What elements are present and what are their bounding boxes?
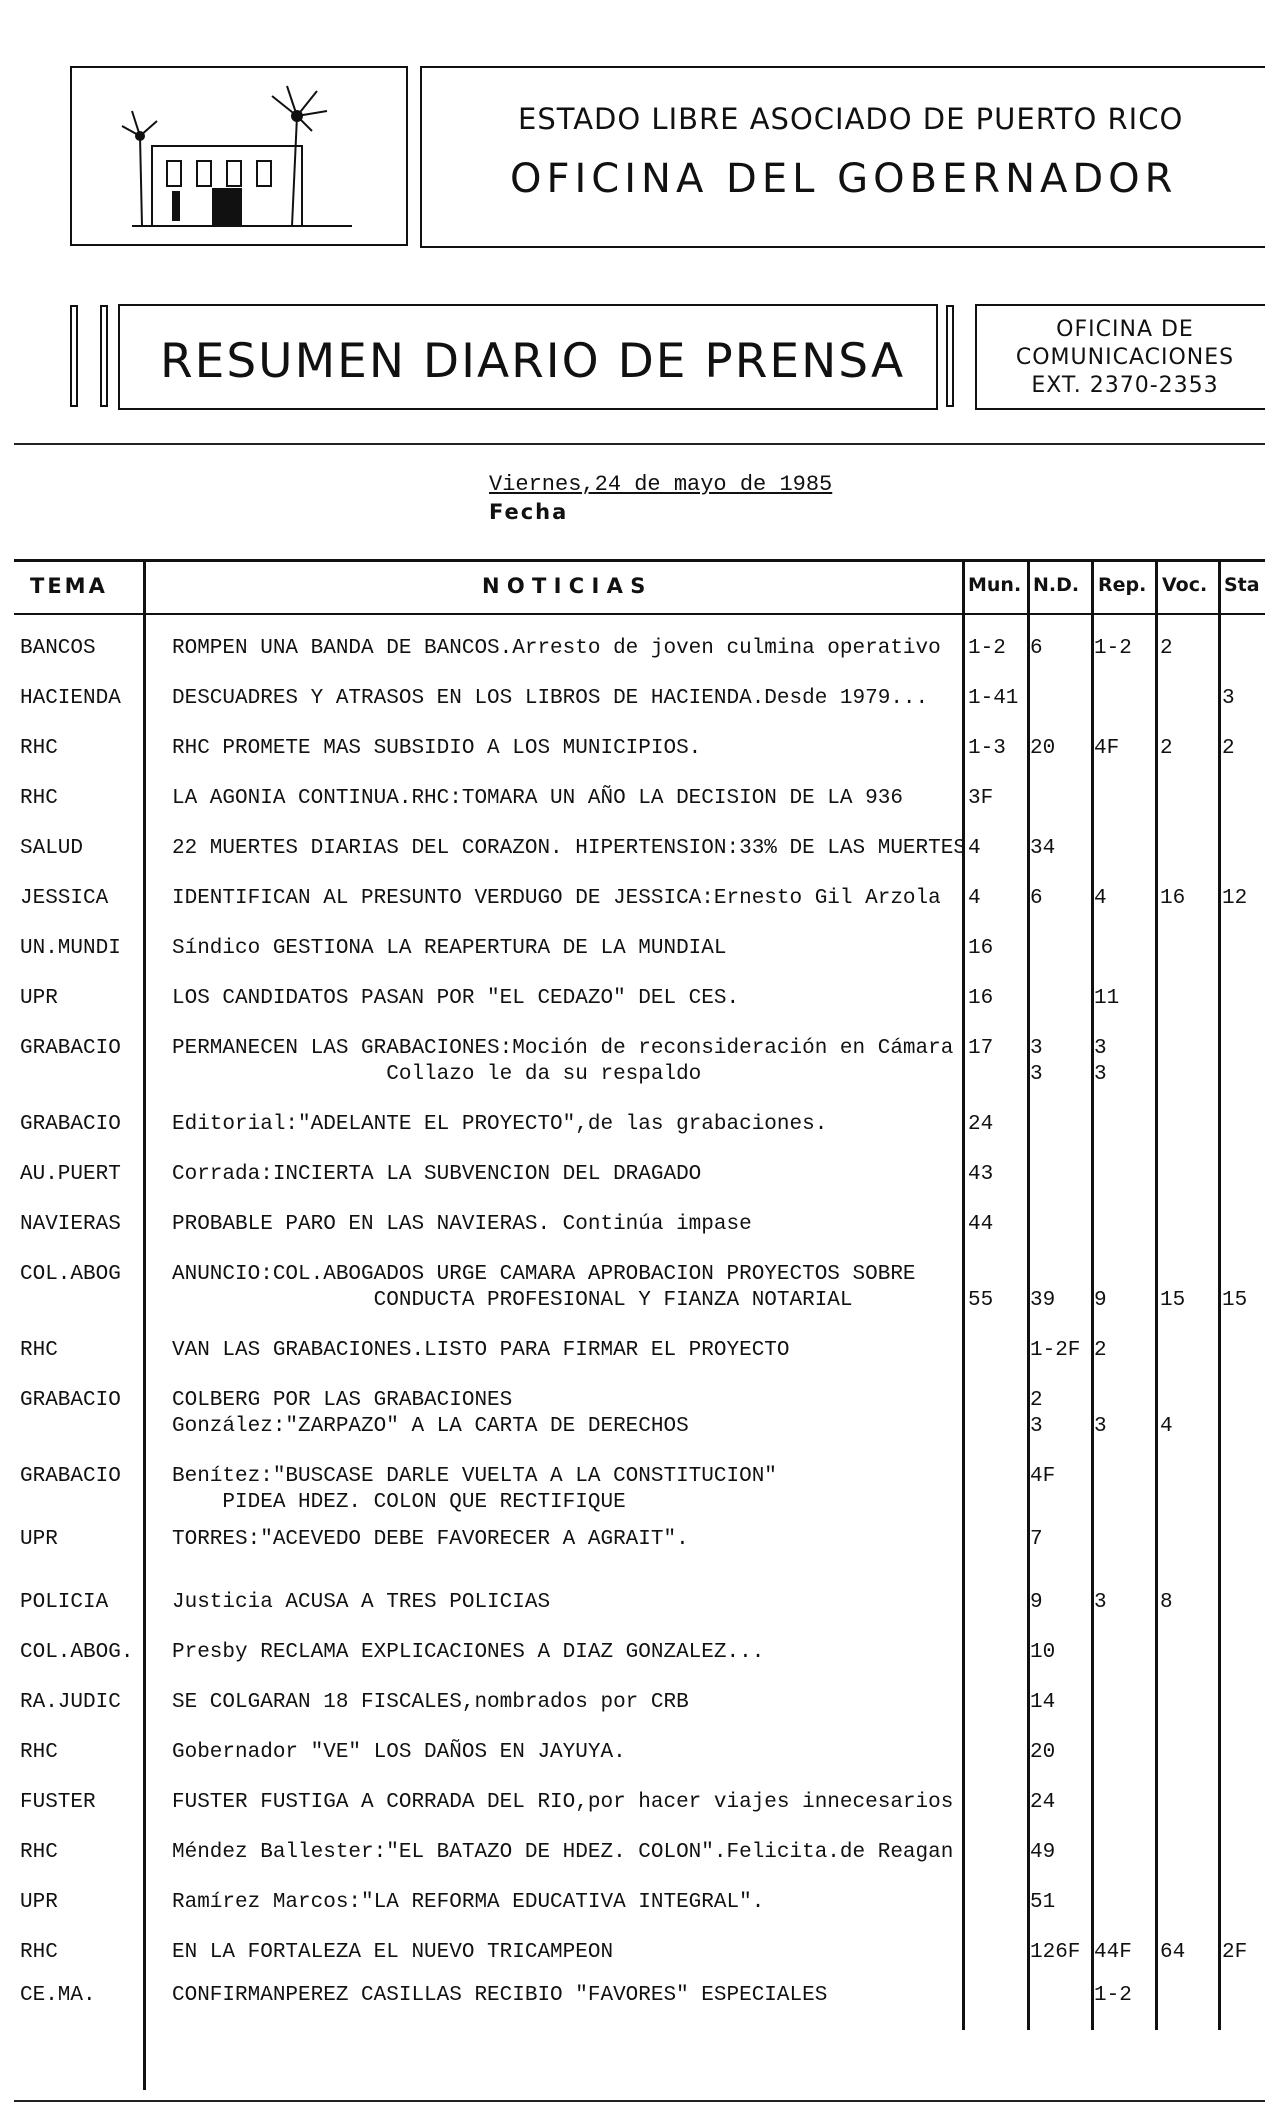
news-cell: Collazo le da su respaldo — [172, 1063, 702, 1086]
table-row — [0, 636, 1265, 686]
news-cell: IDENTIFICAN AL PRESUNTO VERDUGO DE JESSICA:Ernesto Gil Arzola — [172, 887, 941, 910]
decor-bar — [100, 305, 108, 407]
table-row — [0, 786, 1265, 836]
table-row — [0, 1840, 1265, 1890]
news-cell: PERMANECEN LAS GRABACIONES:Moción de reconsideración en Cámara — [172, 1037, 954, 1060]
table-header-border — [14, 613, 1265, 615]
resumen-box — [118, 304, 938, 410]
tema-cell: FUSTER — [20, 1791, 96, 1814]
news-cell: SE COLGARAN 18 FISCALES,nombrados por CRB — [172, 1691, 689, 1714]
nd-cell: 49 — [1030, 1841, 1056, 1864]
col-header-rep: Rep. — [1098, 574, 1147, 596]
table-row — [0, 1036, 1265, 1086]
table-row — [0, 1690, 1265, 1740]
news-cell: LOS CANDIDATOS PASAN POR "EL CEDAZO" DEL CES. — [172, 987, 740, 1010]
nd-cell: 3 3 — [1030, 1037, 1043, 1086]
news-cell: Méndez Ballester:"EL BATAZO DE HDEZ. COLON".Felicita.de Reagan — [172, 1841, 954, 1864]
news-cell: ROMPEN UNA BANDA DE BANCOS.Arresto de joven culmina operativo — [172, 637, 941, 660]
voc-cell: 64 — [1160, 1941, 1186, 1964]
news-cell: Síndico GESTIONA LA REAPERTURA DE LA MUNDIAL — [172, 937, 727, 960]
news-cell: Benítez:"BUSCASE DARLE VUELTA A LA CONSTITUCION" — [172, 1465, 777, 1488]
news-cell: COLBERG POR LAS GRABACIONES — [172, 1389, 513, 1412]
nd-cell: 1-2F — [1030, 1339, 1081, 1362]
rep-cell: 3 — [1094, 1415, 1107, 1438]
table-row — [0, 1890, 1265, 1940]
news-cell: Ramírez Marcos:"LA REFORMA EDUCATIVA INTEGRAL". — [172, 1891, 765, 1914]
news-cell: LA AGONIA CONTINUA.RHC:TOMARA UN AÑO LA DECISION DE LA 936 — [172, 787, 903, 810]
news-cell: 22 MUERTES DIARIAS DEL CORAZON. HIPERTENSION:33% DE LAS MUERTES — [172, 837, 966, 860]
table-row — [0, 1640, 1265, 1690]
table-top-border — [14, 559, 1265, 562]
nd-cell: 126F — [1030, 1941, 1081, 1964]
table-row — [0, 1212, 1265, 1262]
tema-cell: GRABACIO — [20, 1465, 121, 1488]
tema-cell: RHC — [20, 1841, 58, 1864]
news-cell: Justicia ACUSA A TRES POLICIAS — [172, 1591, 551, 1614]
header-line2: OFICINA DEL GOBERNADOR — [510, 156, 1178, 202]
tema-cell: POLICIA — [20, 1591, 109, 1614]
col-header-noticias: N O T I C I A S — [482, 574, 646, 598]
rep-cell: 1-2 — [1094, 637, 1132, 660]
tema-cell: JESSICA — [20, 887, 109, 910]
tema-cell: RHC — [20, 787, 58, 810]
rep-cell: 3 — [1094, 1591, 1107, 1614]
news-cell: Gobernador "VE" LOS DAÑOS EN JAYUYA. — [172, 1741, 626, 1764]
voc-cell: 4 — [1160, 1415, 1173, 1438]
news-cell: Presby RECLAMA EXPLICACIONES A DIAZ GONZALEZ... — [172, 1641, 765, 1664]
voc-cell: 8 — [1160, 1591, 1173, 1614]
tema-cell: CE.MA. — [20, 1984, 96, 2007]
table-row — [0, 1790, 1265, 1840]
news-cell: ANUNCIO:COL.ABOGADOS URGE CAMARA APROBACION PROYECTOS SOBRE — [172, 1263, 916, 1286]
tema-cell: RHC — [20, 1941, 58, 1964]
news-cell: VAN LAS GRABACIONES.LISTO PARA FIRMAR EL PROYECTO — [172, 1339, 790, 1362]
tema-cell: HACIENDA — [20, 687, 121, 710]
news-cell: RHC PROMETE MAS SUBSIDIO A LOS MUNICIPIOS. — [172, 737, 702, 760]
tema-cell: COL.ABOG. — [20, 1641, 134, 1664]
nd-cell: 6 — [1030, 887, 1043, 910]
tema-cell: RA.JUDIC — [20, 1691, 121, 1714]
news-cell: PROBABLE PARO EN LAS NAVIERAS. Continúa impase — [172, 1213, 752, 1236]
mun-cell: 16 — [968, 937, 994, 960]
table-row — [0, 686, 1265, 736]
table-row — [0, 1464, 1265, 1514]
col-header-tema: TEMA — [30, 574, 108, 598]
table-row — [0, 1740, 1265, 1790]
rep-cell: 44F — [1094, 1941, 1132, 1964]
office-line: EXT. 2370-2353 — [1031, 373, 1219, 398]
logo-box — [70, 66, 408, 246]
mun-cell: 1-41 — [968, 687, 1019, 710]
title-box — [420, 66, 1265, 248]
header-line1: ESTADO LIBRE ASOCIADO DE PUERTO RICO — [518, 102, 1184, 136]
col-header-nd: N.D. — [1033, 574, 1080, 596]
news-cell: CONDUCTA PROFESIONAL Y FIANZA NOTARIAL — [172, 1289, 853, 1312]
tema-cell: GRABACIO — [20, 1037, 121, 1060]
table-row — [0, 836, 1265, 886]
news-cell: TORRES:"ACEVEDO DEBE FAVORECER A AGRAIT". — [172, 1528, 689, 1551]
nd-cell: 6 — [1030, 637, 1043, 660]
rep-cell: 2 — [1094, 1339, 1107, 1362]
nd-cell: 39 — [1030, 1289, 1056, 1312]
nd-cell: 14 — [1030, 1691, 1056, 1714]
sta-cell: 2F — [1222, 1941, 1248, 1964]
resumen-title: RESUMEN DIARIO DE PRENSA — [160, 334, 906, 389]
news-cell: DESCUADRES Y ATRASOS EN LOS LIBROS DE HACIENDA.Desde 1979... — [172, 687, 929, 710]
nd-cell: 2 3 — [1030, 1389, 1043, 1438]
table-row — [0, 1112, 1265, 1162]
office-line: OFICINA DE — [1056, 317, 1194, 342]
decor-bar — [946, 305, 954, 407]
tema-cell: NAVIERAS — [20, 1213, 121, 1236]
mun-cell: 43 — [968, 1163, 994, 1186]
mun-cell: 4 — [968, 837, 981, 860]
voc-cell: 2 — [1160, 737, 1173, 760]
tema-cell: UPR — [20, 1891, 58, 1914]
table-row — [0, 936, 1265, 986]
nd-cell: 20 — [1030, 1741, 1056, 1764]
table-row — [0, 886, 1265, 936]
news-cell: FUSTER FUSTIGA A CORRADA DEL RIO,por hacer viajes innecesarios — [172, 1791, 954, 1814]
tema-cell: COL.ABOG — [20, 1263, 121, 1286]
nd-cell: 4F — [1030, 1465, 1056, 1488]
nd-cell: 24 — [1030, 1791, 1056, 1814]
table-row — [0, 986, 1265, 1036]
mun-cell: 4 — [968, 887, 981, 910]
col-header-mun: Mun. — [968, 574, 1022, 596]
nd-cell: 10 — [1030, 1641, 1056, 1664]
news-cell: Editorial:"ADELANTE EL PROYECTO",de las grabaciones. — [172, 1113, 828, 1136]
mun-cell: 24 — [968, 1113, 994, 1136]
nd-cell: 51 — [1030, 1891, 1056, 1914]
voc-cell: 2 — [1160, 637, 1173, 660]
rep-cell: 3 3 — [1094, 1037, 1107, 1086]
tema-cell: UN.MUNDI — [20, 937, 121, 960]
nd-cell: 7 — [1030, 1528, 1043, 1551]
sta-cell: 15 — [1222, 1289, 1248, 1312]
news-cell: EN LA FORTALEZA EL NUEVO TRICAMPEON — [172, 1941, 614, 1964]
nd-cell: 9 — [1030, 1591, 1043, 1614]
tema-cell: RHC — [20, 737, 58, 760]
table-row — [0, 1262, 1265, 1312]
table-row — [0, 1388, 1265, 1438]
tema-cell: RHC — [20, 1339, 58, 1362]
divider — [14, 443, 1265, 445]
col-header-voc: Voc. — [1162, 574, 1208, 596]
news-cell: CONFIRMANPEREZ CASILLAS RECIBIO "FAVORES" ESPECIALES — [172, 1984, 828, 2007]
sta-cell: 12 — [1222, 887, 1248, 910]
tema-cell: AU.PUERT — [20, 1163, 121, 1186]
decor-bar — [70, 305, 78, 407]
mun-cell: 55 — [968, 1289, 994, 1312]
sta-cell: 3 — [1222, 687, 1235, 710]
date-label: Fecha — [489, 500, 569, 524]
tema-cell: SALUD — [20, 837, 84, 860]
rep-cell: 4F — [1094, 737, 1120, 760]
news-cell: Corrada:INCIERTA LA SUBVENCION DEL DRAGADO — [172, 1163, 702, 1186]
table-row — [0, 1162, 1265, 1212]
tema-cell: GRABACIO — [20, 1113, 121, 1136]
nd-cell: 20 — [1030, 737, 1056, 760]
date: Viernes,24 de mayo de 1985 — [489, 472, 833, 497]
tema-cell: BANCOS — [20, 637, 96, 660]
rep-cell: 1-2 — [1094, 1984, 1132, 2007]
table-row — [0, 1590, 1265, 1640]
mun-cell: 1-3 — [968, 737, 1006, 760]
tema-cell: RHC — [20, 1741, 58, 1764]
building-logo-icon — [112, 76, 372, 236]
sta-cell: 2 — [1222, 737, 1235, 760]
bottom-divider — [14, 2100, 1265, 2102]
mun-cell: 17 — [968, 1037, 994, 1060]
rep-cell: 11 — [1094, 987, 1120, 1010]
rep-cell: 4 — [1094, 887, 1107, 910]
mun-cell: 16 — [968, 987, 994, 1010]
office-line: COMUNICACIONES — [1015, 345, 1235, 370]
mun-cell: 1-2 — [968, 637, 1006, 660]
tema-cell: UPR — [20, 987, 58, 1010]
table-row — [0, 1983, 1265, 2033]
tema-cell: UPR — [20, 1528, 58, 1551]
news-cell: PIDEA HDEZ. COLON QUE RECTIFIQUE — [172, 1491, 626, 1514]
news-cell: González:"ZARPAZO" A LA CARTA DE DERECHOS — [172, 1415, 689, 1438]
rep-cell: 9 — [1094, 1289, 1107, 1312]
voc-cell: 15 — [1160, 1289, 1186, 1312]
table-row — [0, 736, 1265, 786]
office-box — [975, 304, 1265, 410]
table-row — [0, 1338, 1265, 1388]
col-header-sta: Sta — [1224, 574, 1260, 596]
voc-cell: 16 — [1160, 887, 1186, 910]
tema-cell: GRABACIO — [20, 1389, 121, 1412]
mun-cell: 44 — [968, 1213, 994, 1236]
mun-cell: 3F — [968, 787, 994, 810]
table-row — [0, 1527, 1265, 1577]
nd-cell: 34 — [1030, 837, 1056, 860]
